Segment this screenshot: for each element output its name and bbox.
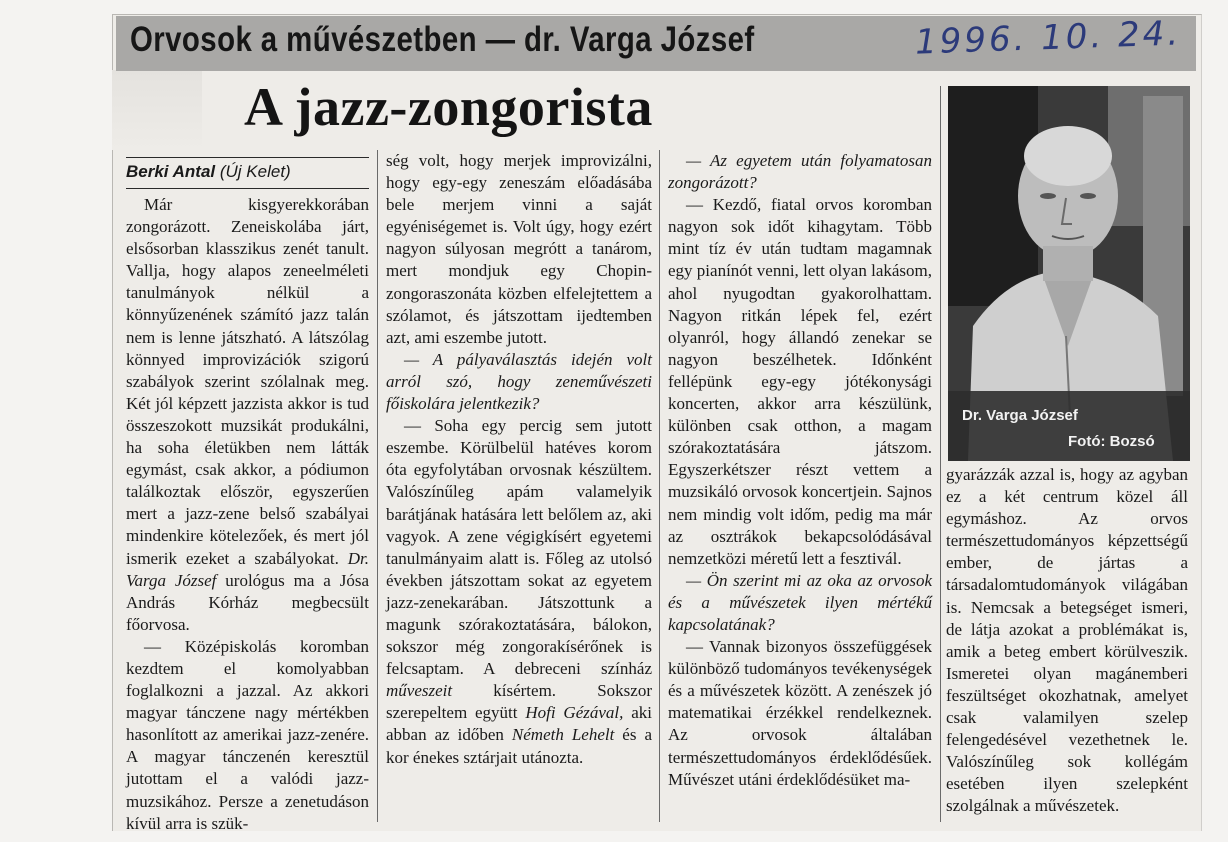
- headline: A jazz-zongorista: [244, 77, 653, 137]
- adjacent-article-shadow: [112, 70, 202, 150]
- handwritten-date: 1996. 10. 24.: [914, 13, 1182, 63]
- doctor-name: Dr. Varga József: [126, 548, 370, 590]
- portrait-photo: [948, 86, 1190, 461]
- byline-author: Berki Antal: [126, 162, 216, 181]
- interview-question: — Ön szerint mi az oka az orvosok és a művészetek ilyen mértékű kapcsolatának?: [668, 570, 932, 634]
- person-name: Hofi Gézával,: [525, 703, 624, 723]
- paragraph-text: urológus ma a Jósa András Kórház megbecsült főorvosa.: [126, 570, 369, 634]
- paragraph-text: és a kor énekes sztárjait utánozta.: [386, 725, 652, 767]
- paragraph: gyarázzák azzal is, hogy az agyban ez a két centrum közel áll egymáshoz. Az orvos természettudományos képzettségű ember, de jártas a társadalomtudományok világában is. Nemcsak a betegséget ismeri, de látja azokat a problémákat is, amik a beteg embert körülveszik. Ismeretei olyan magánemberi feszültséget okozhatnak, amelyet csak valamilyen szelep felengedésével vezethetnek le. Valószínűleg sok kollégám esetében ilyen szelepként szolgálnak a művészetek.: [946, 465, 1188, 816]
- person-name: Németh Lehelt: [511, 725, 615, 745]
- byline-paper: (Új Kelet): [219, 162, 291, 181]
- article-column-4: [946, 464, 1188, 818]
- article-column-3: [668, 150, 932, 791]
- interview-question: — Az egyetem után folyamatosan zongorázott?: [668, 151, 932, 193]
- article-column-1: [126, 194, 369, 835]
- paragraph: ség volt, hogy merjek improvizálni, hogy egy-egy zeneszám előadásába bele merjem vinni a saját egyéniségemet is. Volt úgy, hogy ezért nagyon súlyosan megrótt a tanárom, mert mondjuk egy Chopin-zongoraszonáta közben elfelejtettem a szólamot, és játszottam ijedtemben azt, ami eszembe jutott.: [386, 151, 652, 347]
- byline: [126, 162, 291, 182]
- interview-question: — A pályaválasztás idején volt arról szó, hogy zeneművészeti főiskolára jelentkezik?: [386, 349, 652, 414]
- paragraph-text: kísértem. Sokszor szerepeltem együtt: [386, 681, 652, 723]
- column-rule-1: [377, 150, 378, 822]
- column-rule-3: [940, 86, 941, 822]
- byline-rule-top: [126, 157, 369, 158]
- byline-rule-bottom: [126, 188, 369, 189]
- paragraph: [126, 194, 369, 636]
- series-title: Orvosok a művészetben — dr. Varga József: [130, 20, 755, 59]
- portrait-image: [948, 86, 1190, 461]
- paragraph-text: — Soha egy percig sem jutott eszembe. Körülbelül hatéves korom óta egyfolytában orvosnak készültem. Valószínűleg apám valamelyik barátjának hatására lett belőlem az, aki vagyok. A zene végigkísért egyetemi tanulmányaim alatt is. Főleg az utolsó években játszottam sokat az egyetem jazz-zenekarában. Játszottunk a magunk szórakoztatására, bálokon, sokszor még zongorakísérőnek is felcsaptam. A debreceni színház: [386, 416, 652, 679]
- paragraph-text: Már kisgyerekkorában zongorázott. Zeneiskolába járt, elsősorban klasszikus zenét tanult. Vallja, hogy alapos zeneelméleti tanulmányok nélkül a könnyűzenének számító jazz talán nem is lenne játszható. A látszólag könnyed improvizációk szigorú szabályok szerint szólalnak meg. Két jól képzett jazzista akkor is tud összeszokott muzsikát produkálni, ha soha életükben nem látták egymást, csak akkor, a pódiumon találkoztak először, egyszerűen mert a jazz-zene belső szabályai mindenkire kötelezőek, és mert jól ismerik ezeket a szabályokat.: [126, 195, 369, 568]
- paragraph: [386, 415, 652, 769]
- paragraph-text: aki abban az időben: [386, 703, 653, 745]
- column-rule-2: [659, 150, 660, 822]
- photo-caption: Dr. Varga József: [962, 407, 1078, 424]
- italic-term: műveszeit: [386, 681, 453, 701]
- paragraph: — Kezdő, fiatal orvos koromban nagyon sok időt kihagytam. Több mint tíz év után tudtam magamnak egy pianínót venni, lett olyan lakásom, ahol nyugodtan gyakorolhattam. Nagyon ritkán lépek fel, ezért olyanról, hogy állandó zenekar se nagyon beszélhetek. Időnként fellépünk egy-egy jótékonysági koncerten, akkor arra készülünk, különben csak otthon, a magam szórakoztatására játszom. Egyszerkétszer részt vettem a muzsikáló orvosok koncertjein. Sajnos nem mindig volt időm, pedig ma már az osztrákok bekapcsolódásával nemzetközi méretű lett a fesztivál.: [668, 195, 932, 568]
- paragraph: — Középiskolás koromban kezdtem el komolyabban foglalkozni a jazzal. Az akkori magyar tánczene nagy mértékben hasonlított az amerikai jazz-zenére. A magyar tánczenén keresztül jutottam el a valódi jazz-muzsikához. Persze a zenetudáson kívül arra is szük-: [126, 636, 369, 833]
- article-column-2: [386, 150, 652, 769]
- paragraph: — Vannak bizonyos összefüggések különböző tudományos tevékenységek és a művészetek között. A zenészek jó matematikai érzékkel rendelkeznek. Az orvosok általában természettudományos érdeklődésűek. Művészet utáni érdeklődésüket ma-: [668, 637, 932, 789]
- photo-credit: Fotó: Bozsó: [1068, 433, 1155, 450]
